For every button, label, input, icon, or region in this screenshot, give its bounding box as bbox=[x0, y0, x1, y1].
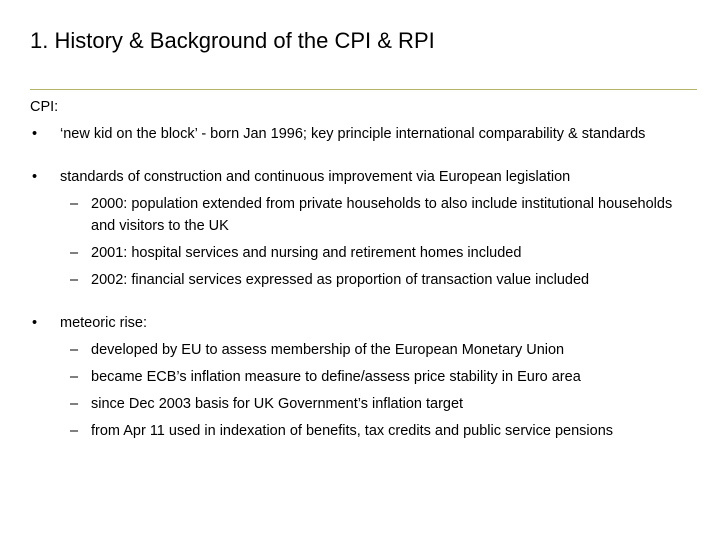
bullet-glyph: • bbox=[32, 315, 38, 331]
dash-glyph: – bbox=[70, 245, 79, 261]
slide-title: 1. History & Background of the CPI & RPI bbox=[30, 28, 435, 53]
dash-glyph: – bbox=[70, 396, 79, 412]
dash-glyph: – bbox=[70, 369, 79, 385]
sub-bullet-text: became ECB’s inflation measure to define/assess price stability in Euro area bbox=[91, 369, 581, 385]
sub-bullet-text: since Dec 2003 basis for UK Government’s inflation target bbox=[91, 396, 464, 412]
sub-bullet-item bbox=[30, 366, 690, 388]
bullet-item bbox=[30, 166, 690, 188]
slide-body bbox=[30, 96, 690, 442]
dash-glyph: – bbox=[70, 342, 79, 358]
bullet-glyph: • bbox=[32, 169, 38, 185]
sub-bullet-item bbox=[30, 269, 690, 291]
sub-bullet-item bbox=[30, 193, 690, 237]
sub-bullet-item bbox=[30, 393, 690, 415]
sub-bullet-text: 2000: population extended from private households to also include institutional households and visitors to the UK bbox=[91, 196, 673, 234]
sub-bullet-text: 2001: hospital services and nursing and retirement homes included bbox=[91, 245, 522, 261]
title-divider bbox=[30, 89, 697, 90]
sub-bullet-item bbox=[30, 420, 690, 442]
dash-glyph: – bbox=[70, 272, 79, 288]
bullet-text: ‘new kid on the block’ - born Jan 1996; key principle international comparability & standards bbox=[60, 126, 646, 142]
sub-bullet-item bbox=[30, 242, 690, 264]
sub-bullet-text: developed by EU to assess membership of the European Monetary Union bbox=[91, 342, 565, 358]
sub-bullet-text: 2002: financial services expressed as proportion of transaction value included bbox=[91, 272, 590, 288]
bullet-glyph: • bbox=[32, 126, 38, 142]
section-label: CPI: bbox=[30, 99, 59, 115]
sub-bullet-text: from Apr 11 used in indexation of benefits, tax credits and public service pensions bbox=[91, 423, 614, 439]
bullet-text: meteoric rise: bbox=[60, 315, 148, 331]
bullet-item bbox=[30, 123, 690, 145]
dash-glyph: – bbox=[70, 423, 79, 439]
bullet-text: standards of construction and continuous improvement via European legislation bbox=[60, 169, 571, 185]
dash-glyph: – bbox=[70, 196, 79, 212]
sub-bullet-item bbox=[30, 339, 690, 361]
bullet-item bbox=[30, 312, 690, 334]
